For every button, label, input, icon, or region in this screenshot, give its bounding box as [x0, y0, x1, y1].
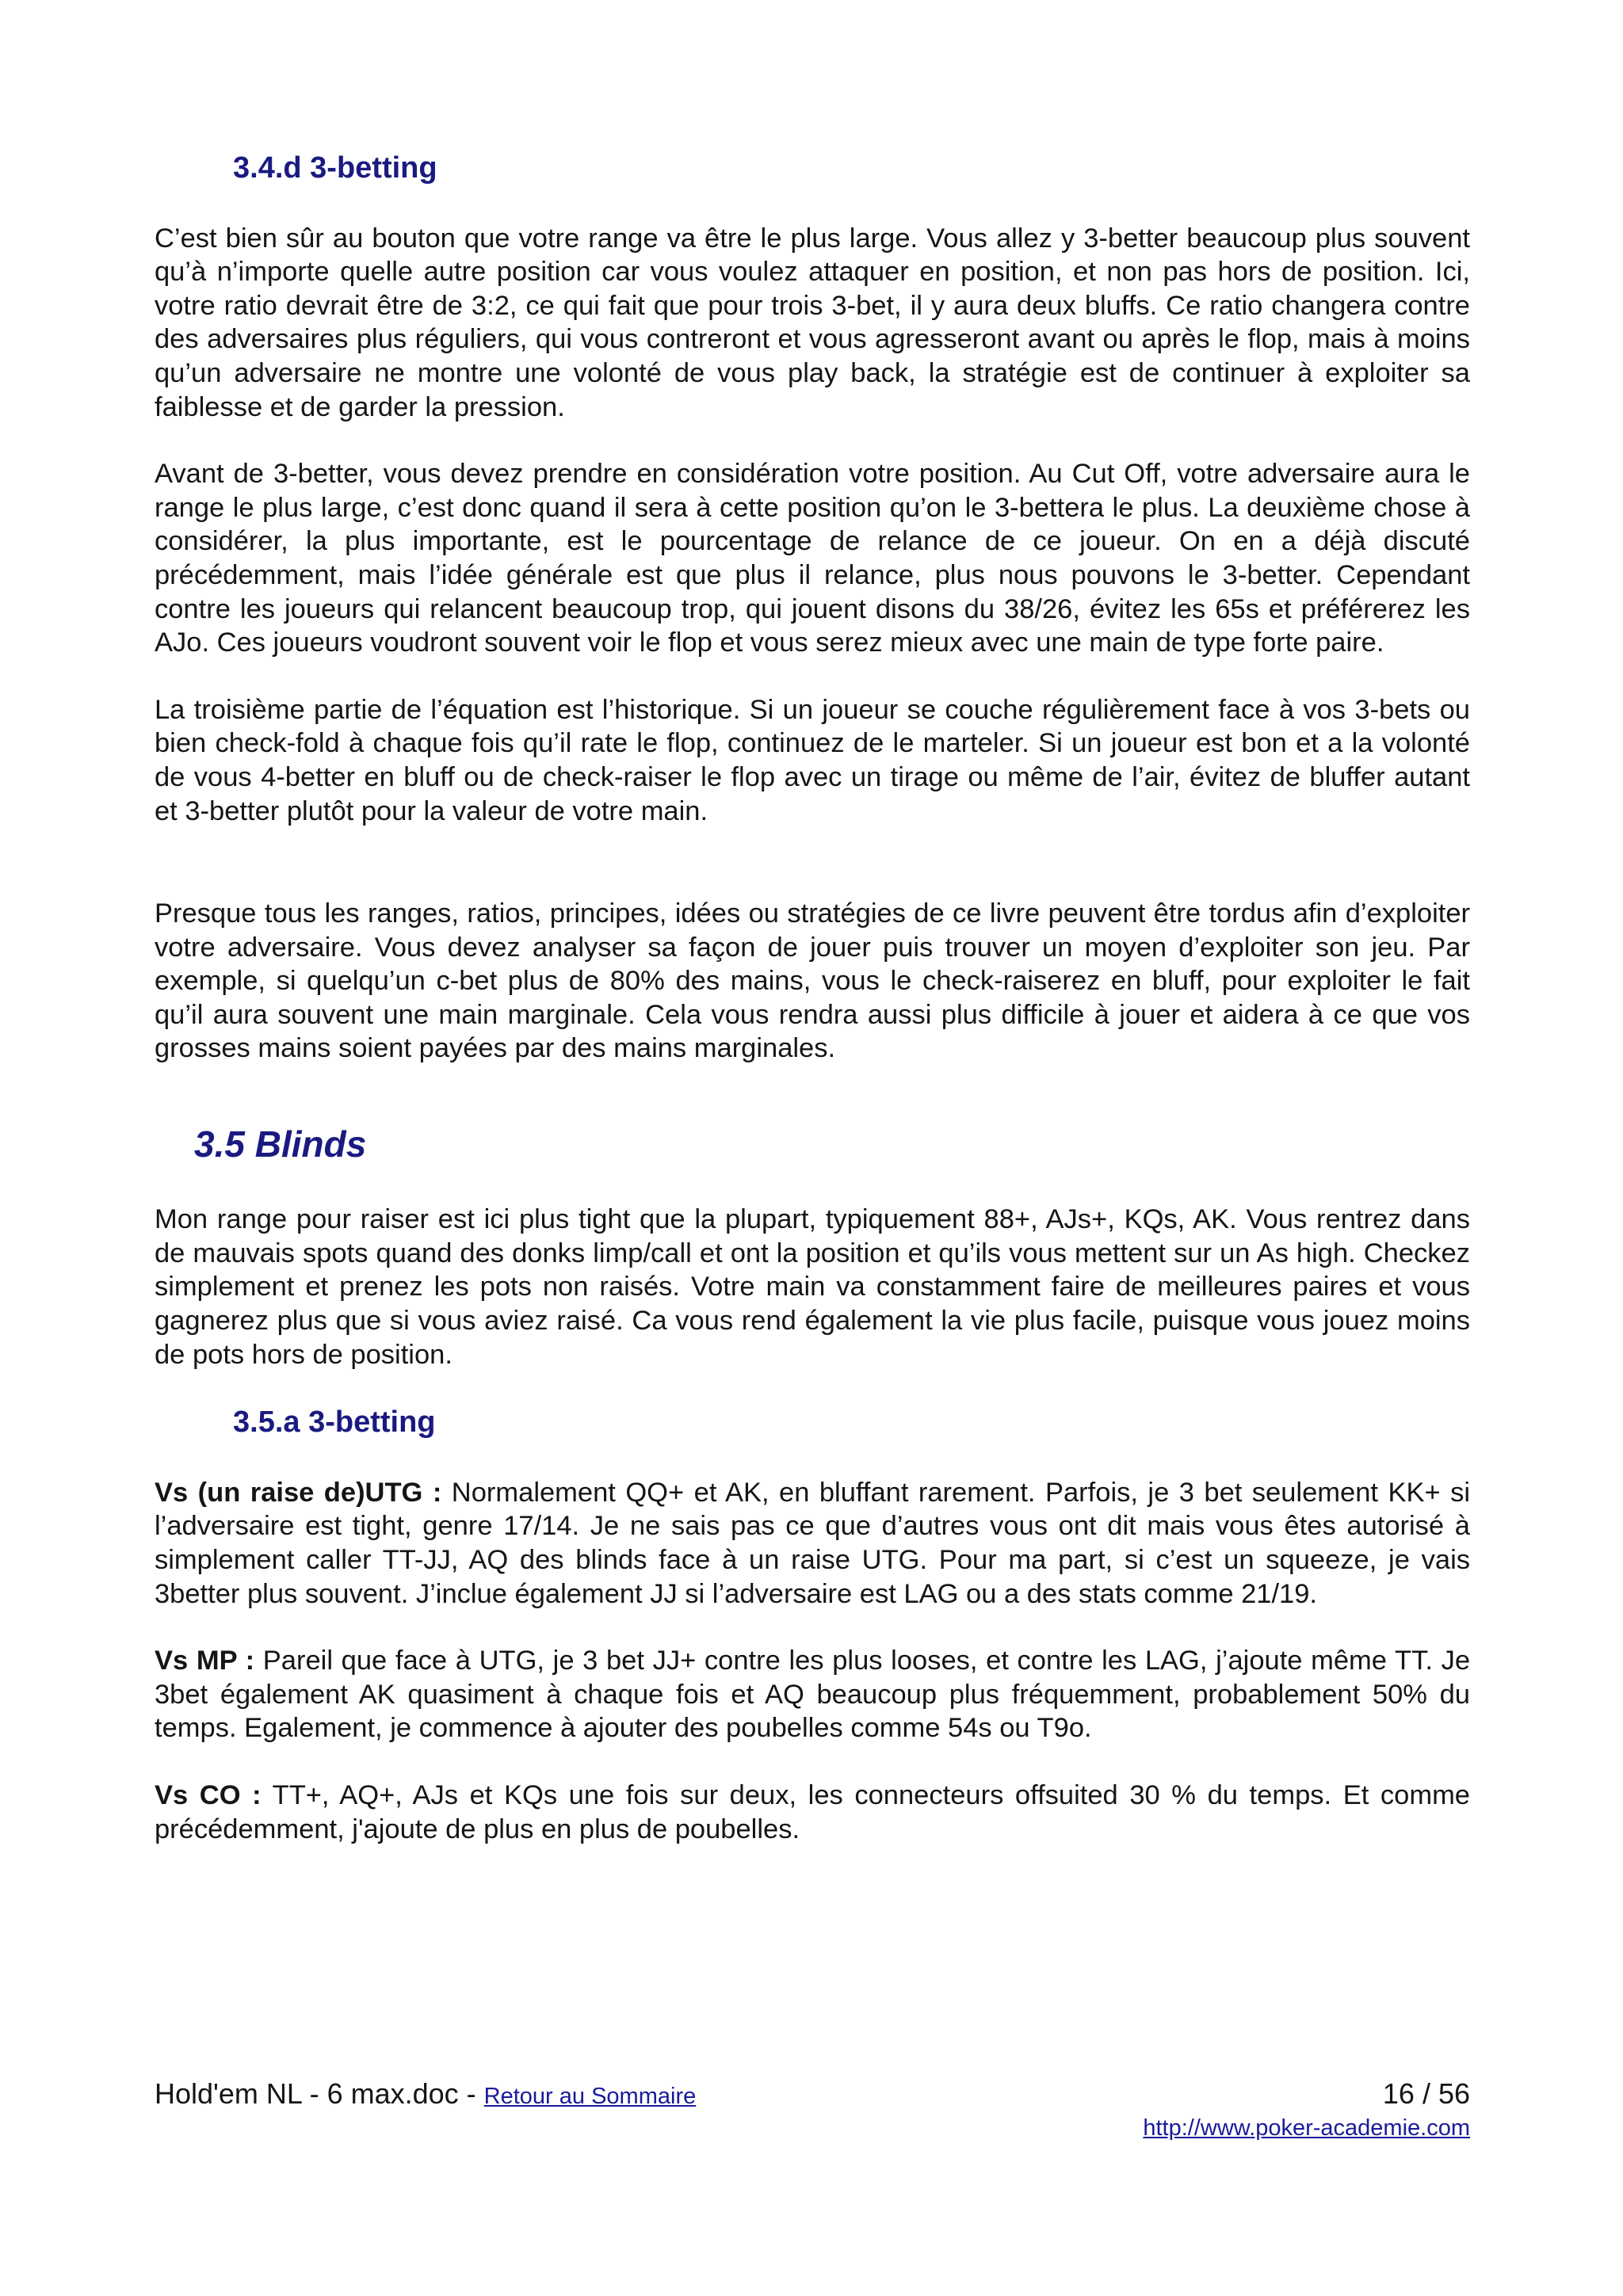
paragraph: Presque tous les ranges, ratios, principes, idées ou stratégies de ce livre peuvent être tordus afin d’exploiter votre adversaire. Vous devez analyser sa façon de jouer puis trouver un moyen d’exploiter son jeu. Par exemple, si quelqu’un c-bet plus de 80% des mains, vous le check-raiserez en bluff, pour exploiter le fait qu’il aura souvent une main marginale. Cela vous rendra aussi plus difficile à jouer et aidera à ce que vos grosses mains soient payées par des mains marginales.: [155, 898, 1470, 1064]
section-heading-3-5: 3.5 Blinds: [194, 1123, 367, 1165]
footer-left: [155, 2077, 696, 2111]
paragraph-vs-mp: [155, 1644, 1470, 1745]
paragraph-text: Normalement QQ+ et AK, en bluffant rarement. Parfois, je 3 bet seulement KK+ si l’adversaire est tight, genre 17/14. Je ne sais pas ce que d’autres vous ont dit mais vous êtes autorisé à simplement caller TT-JJ, AQ des blinds face à un raise UTG. Pour ma part, si c’est un squeeze, je vais 3better plus souvent. J’inclue également JJ si l’adversaire est LAG ou a des stats comme 21/19.: [155, 1477, 1470, 1609]
website-link[interactable]: http://www.poker-academie.com: [1143, 2115, 1470, 2141]
document-name: Hold'em NL - 6 max.doc -: [155, 2077, 484, 2110]
paragraph: Mon range pour raiser est ici plus tight que la plupart, typiquement 88+, AJs+, KQs, AK. Vous rentrez dans de mauvais spots quand des donks limp/call et ont la position et qu’ils vous mettent sur un As high. Checkez simplement et prenez les pots non raisés. Votre main va constamment faire de meilleures paires et vous gagnerez plus que si vous aviez raisé. Ca vous rend également la vie plus facile, puisque vous jouez moins de pots hors de position.: [155, 1204, 1470, 1370]
subsection-heading-3-5-a: 3.5.a 3-betting: [233, 1405, 436, 1440]
paragraph-label: Vs MP :: [155, 1646, 255, 1676]
paragraph-vs-utg: [155, 1476, 1470, 1611]
paragraph: Avant de 3-better, vous devez prendre en considération votre position. Au Cut Off, votre adversaire aura le range le plus large, c’est donc quand il sera à cette position qu’on le 3-bettera le plus. La deuxième chose à considérer, la plus importante, est le pourcentage de relance de ce joueur. On en a déjà discuté précédemment, mais l’idée générale est que plus il relance, plus nous pouvons le 3-better. Cependant contre les joueurs qui relancent beaucoup trop, qui jouent disons du 38/26, évitez les 65s et préférerez les AJo. Ces joueurs voudront souvent voir le flop et vous serez mieux avec une main de type forte paire.: [155, 459, 1470, 658]
toc-link[interactable]: Retour au Sommaire: [483, 2084, 697, 2109]
paragraph-text: TT+, AQ+, AJs et KQs une fois sur deux, les connecteurs offsuited 30 % du temps. Et comme précédemment, j'ajoute de plus en plus de poubelles.: [155, 1779, 1470, 1844]
paragraph-vs-co: [155, 1779, 1470, 1846]
subsection-heading-3-4-d: 3.4.d 3-betting: [233, 151, 437, 185]
paragraph-text: Pareil que face à UTG, je 3 bet JJ+ contre les plus looses, et contre les LAG, j’ajoute même TT. Je 3bet également AK quasiment à chaque fois et AQ beaucoup plus fréquemment, probablement 50% du temps. Egalement, je commence à ajouter des poubelles comme 54s ou T9o.: [155, 1646, 1471, 1744]
paragraph-label: Vs CO :: [155, 1779, 262, 1810]
paragraph: La troisième partie de l’équation est l’historique. Si un joueur se couche régulièrement face à vos 3-bets ou bien check-fold à chaque fois qu’il rate le flop, continuez de le marteler. Si un joueur est bon et a la volonté de vous 4-better en bluff ou de check-raiser le flop avec un tirage ou même de l’air, évitez de bluffer autant et 3-better plutôt pour la valeur de votre main.: [155, 694, 1470, 826]
page-number: 16 / 56: [1382, 2077, 1470, 2110]
footer-row: [155, 2077, 1470, 2111]
page-footer: [155, 2077, 1470, 2142]
spacer: [155, 861, 1470, 897]
spacer: [155, 1099, 1470, 1123]
page-content: [155, 151, 1470, 1879]
paragraph: C’est bien sûr au bouton que votre range va être le plus large. Vous allez y 3-better beaucoup plus souvent qu’à n’importe quelle autre position car vous voulez attaquer en position, et non pas hors de position. Ici, votre ratio devrait être de 3:2, ce qui fait que pour trois 3-bet, il y aura deux bluffs. Ce ratio changera contre des adversaires plus réguliers, qui vous contreront et vous agresseront avant ou après le flop, mais à moins qu’un adversaire ne montre une volonté de vous play back, la stratégie est de continuer à exploiter sa faiblesse et de garder la pression.: [155, 223, 1470, 422]
paragraph-label: Vs (un raise de)UTG :: [155, 1477, 442, 1508]
